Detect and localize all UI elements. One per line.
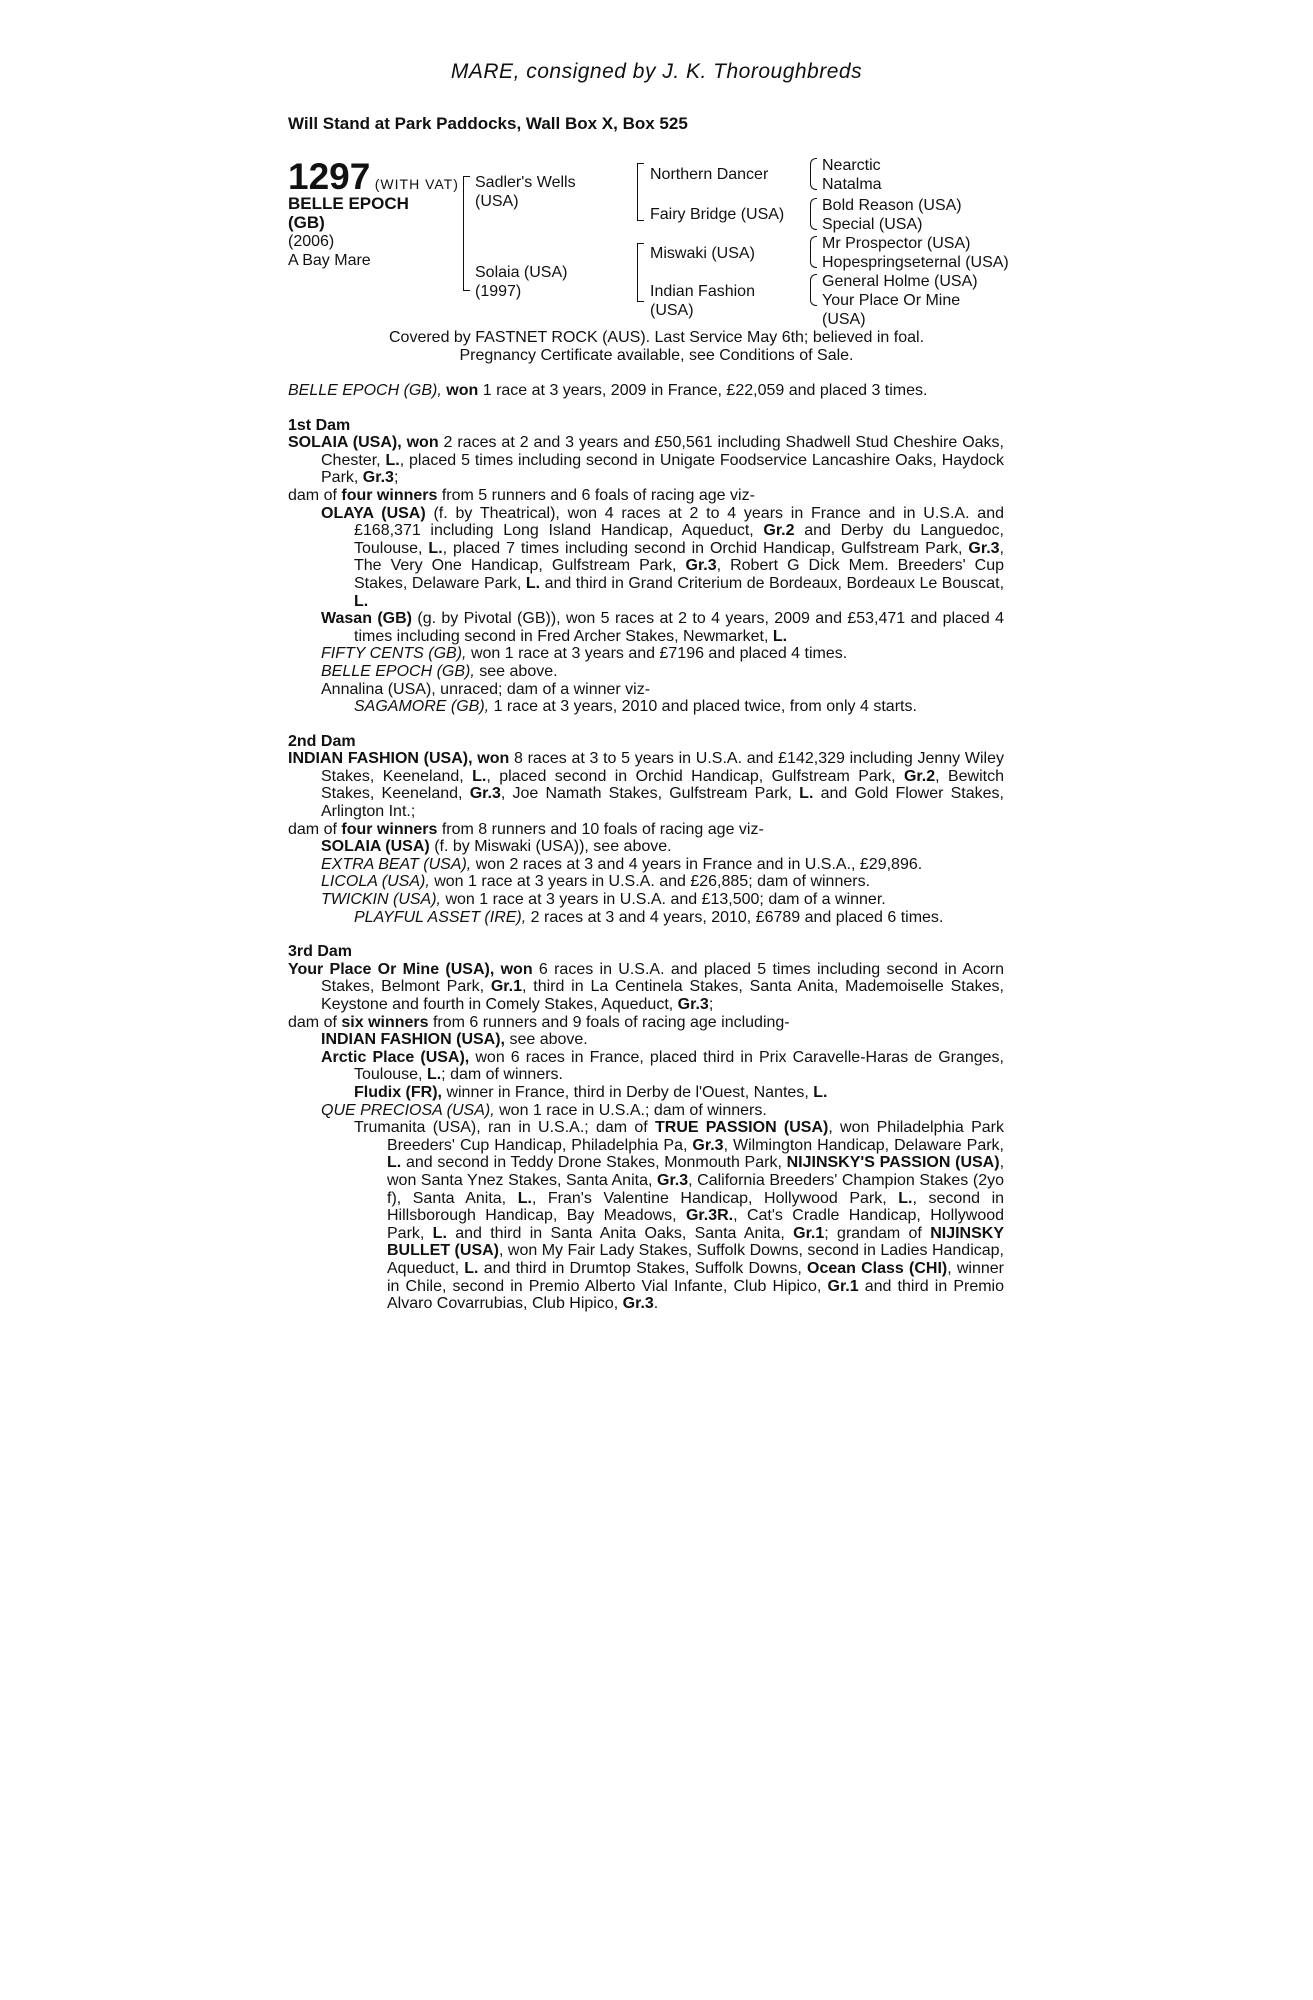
dam1-produce-summary: dam of four winners from 5 runners and 6 foals of racing age viz-	[288, 486, 755, 504]
ped-dam-dam: Indian Fashion	[650, 283, 755, 300]
brace-ss	[810, 158, 817, 190]
dam2-heading: 2nd Dam	[288, 732, 356, 750]
brace-sire	[637, 163, 644, 221]
dam1-foal-annalina: Annalina (USA), unraced; dam of a winner viz-	[321, 680, 651, 698]
ped-ds-dam: Hopespringseternal (USA)	[822, 254, 1009, 271]
dam3-foal-que-preciosa: QUE PRECIOSA (USA), won 1 race in U.S.A.; dam of winners.	[321, 1101, 767, 1119]
brace-ds	[810, 236, 817, 268]
ped-dam-year: (1997)	[475, 283, 522, 300]
ped-dd-dam: Your Place Or Mine	[822, 292, 961, 309]
dam2-produce-summary: dam of four winners from 8 runners and 10 foals of racing age viz-	[288, 820, 764, 838]
dam1-foal-fifty-cents: FIFTY CENTS (GB), won 1 race at 3 years and £7196 and placed 4 times.	[321, 645, 848, 663]
dam2-foal-licola: LICOLA (USA), won 1 race at 3 years in U.S.A. and £26,885; dam of winners.	[321, 873, 871, 891]
brace-gen1	[463, 176, 470, 291]
lot-block	[288, 156, 468, 270]
ped-dam-sire: Miswaki (USA)	[650, 245, 755, 262]
dam2-record: INDIAN FASHION (USA), won 8 races at 3 to 5 years in U.S.A. and £142,329 including Jenny Wiley Stakes, Keeneland, L., placed second in Orchid Handicap, Gulfstream Park, Gr.2, Bewitch Stakes, Keeneland, Gr.3, Joe Namath Stakes, Gulfstream Park, L. and Gold Flower Stakes, Arlington Int.;	[288, 750, 1004, 821]
pregnancy-note: Pregnancy Certificate available, see Conditions of Sale.	[459, 347, 854, 364]
dam1-heading: 1st Dam	[288, 416, 351, 434]
dam1-foal-wasan: Wasan (GB) (g. by Pivotal (GB)), won 5 races at 2 to 4 years, 2009 and £53,471 and placed 4 times including second in Fred Archer Stakes, Newmarket, L.	[321, 610, 1004, 645]
dam2-foal-extra-beat: EXTRA BEAT (USA), won 2 races at 3 and 4 years in France and in U.S.A., £29,896.	[321, 855, 923, 873]
stand-location: Will Stand at Park Paddocks, Wall Box X, Box 525	[288, 114, 688, 133]
dam2-foal-twickin: TWICKIN (USA), won 1 race at 3 years in U.S.A. and £13,500; dam of a winner.	[321, 891, 886, 909]
horse-name: BELLE EPOCH	[288, 194, 409, 213]
ped-sd-dam: Special (USA)	[822, 216, 923, 233]
dam3-foal-arctic-place: Arctic Place (USA), won 6 races in France, placed third in Prix Caravelle-Haras de Granges, Toulouse, L.; dam of winners.	[321, 1048, 1005, 1084]
dam2-grandfoal-playful-asset: PLAYFUL ASSET (IRE), 2 races at 3 and 4 years, 2010, £6789 and placed 6 times.	[354, 908, 944, 926]
covered-note: Covered by FASTNET ROCK (AUS). Last Service May 6th; believed in foal.	[388, 329, 925, 346]
ped-dam: Solaia (USA)	[475, 264, 568, 281]
summary-line: BELLE EPOCH (GB), won 1 race at 3 years, 2009 in France, £22,059 and placed 3 times.	[288, 382, 928, 399]
ped-sire-country: (USA)	[475, 193, 519, 210]
brace-dd	[810, 274, 817, 306]
dam1-foal-olaya: OLAYA (USA) (f. by Theatrical), won 4 races at 2 to 4 years in France and in U.S.A. and £168,371 including Long Island Handicap, Aqueduct, Gr.2 and Derby du Languedoc, Toulouse, L., placed 7 times including second in Orchid Handicap, Gulfstream Park, Gr.3, The Very One Handicap, Gulfstream Park, Gr.3, Robert G Dick Mem. Breeders' Cup Stakes, Delaware Park, L. and third in Grand Criterium de Bordeaux, Bordeaux Le Bouscat, L.	[321, 504, 1005, 610]
ped-dd-sire: General Holme (USA)	[822, 273, 978, 290]
dam3-foal-indian-fashion: INDIAN FASHION (USA), see above.	[321, 1031, 588, 1049]
horse-country: (GB)	[288, 213, 325, 232]
ped-sire: Sadler's Wells	[475, 174, 576, 191]
horse-description: A Bay Mare	[288, 252, 371, 269]
ped-ss-sire: Nearctic	[822, 157, 881, 174]
dam3-foal-trumanita: Trumanita (USA), ran in U.S.A.; dam of TRUE PASSION (USA), won Philadelphia Park Breeders' Cup Handicap, Philadelphia Pa, Gr.3, Wilmington Handicap, Delaware Park, L. and second in Teddy Drone Stakes, Monmouth Park, NIJINSKY'S PASSION (USA), won Santa Ynez Stakes, Santa Anita, Gr.3, California Breeders' Champion Stakes (2yo f), Santa Anita, L., Fran's Valentine Handicap, Hollywood Park, L., second in Hillsborough Handicap, Bay Meadows, Gr.3R., Cat's Cradle Handicap, Hollywood Park, L. and third in Santa Anita Oaks, Santa Anita, Gr.1; grandam of NIJINSKY BULLET (USA), won My Fair Lady Stakes, Suffolk Downs, second in Ladies Handicap, Aqueduct, L. and third in Drumtop Stakes, Suffolk Downs, Ocean Class (CHI), winner in Chile, second in Premio Alberto Vial Infante, Club Hipico, Gr.1 and third in Premio Alvaro Covarrubias, Club Hipico, Gr.3.	[354, 1119, 1005, 1313]
lot-number: 1297	[288, 156, 371, 197]
consignor-line: MARE, consigned by J. K. Thoroughbreds	[450, 60, 863, 83]
dam3-grandfoal-fludix: Fludix (FR), winner in France, third in Derby de l'Ouest, Nantes, L.	[354, 1083, 828, 1101]
ped-sire-sire: Northern Dancer	[650, 166, 769, 183]
ped-dam-dam-country: (USA)	[650, 302, 694, 319]
dam3-heading: 3rd Dam	[288, 943, 353, 961]
ped-dd-dam-country: (USA)	[822, 311, 866, 328]
horse-year: (2006)	[288, 233, 335, 250]
dam1-grandfoal-sagamore: SAGAMORE (GB), 1 race at 3 years, 2010 and placed twice, from only 4 starts.	[354, 698, 917, 716]
dam3-produce-summary: dam of six winners from 6 runners and 9 foals of racing age including-	[288, 1013, 790, 1031]
dam2-foal-solaia: SOLAIA (USA) (f. by Miswaki (USA)), see above.	[321, 838, 672, 856]
dam3-record: Your Place Or Mine (USA), won 6 races in U.S.A. and placed 5 times including second in Acorn Stakes, Belmont Park, Gr.1, third in La Centinela Stakes, Santa Anita, Mademoiselle Stakes, Keystone and fourth in Comely Stakes, Aqueduct, Gr.3;	[288, 960, 1005, 1013]
ped-sd-sire: Bold Reason (USA)	[822, 197, 962, 214]
dam1-record: SOLAIA (USA), won 2 races at 2 and 3 years and £50,561 including Shadwell Stud Cheshire Oaks, Chester, L., placed 5 times including second in Unigate Foodservice Lancashire Oaks, Haydock Park, Gr.3;	[288, 434, 1004, 487]
race-record	[288, 382, 1004, 1313]
brace-sd	[810, 198, 817, 230]
ped-ss-dam: Natalma	[822, 176, 882, 193]
ped-ds-sire: Mr Prospector (USA)	[822, 235, 971, 252]
dam1-foal-belle-epoch: BELLE EPOCH (GB), see above.	[321, 662, 558, 680]
brace-dam	[637, 243, 644, 302]
ped-sire-dam: Fairy Bridge (USA)	[650, 206, 785, 223]
vat-note: (WITH VAT)	[374, 176, 459, 192]
